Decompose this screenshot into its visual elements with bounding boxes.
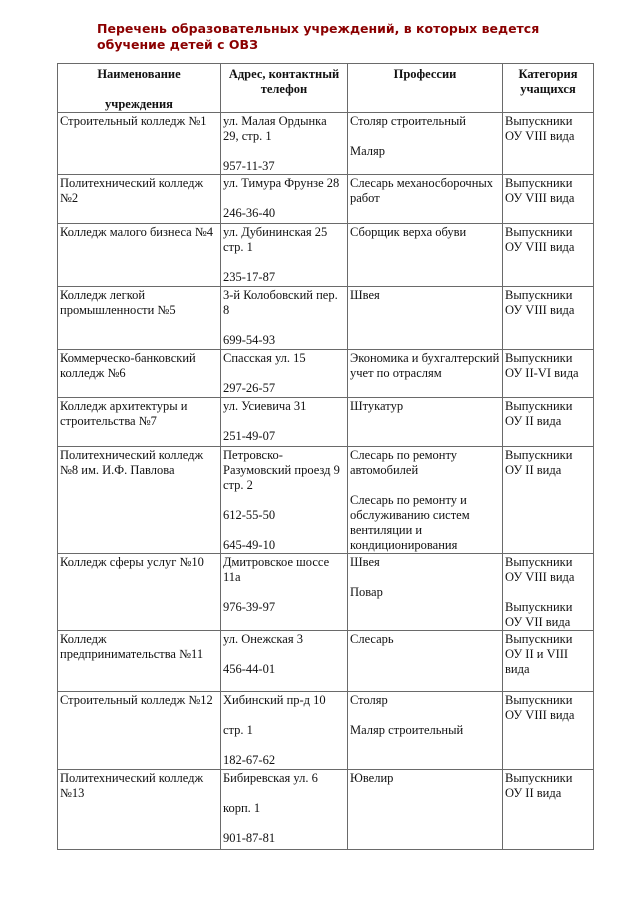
- profession-text: Швея: [350, 288, 380, 302]
- phone-text: 957-11-37: [223, 159, 275, 173]
- cell-professions: [348, 692, 503, 770]
- profession-text: Повар: [350, 585, 383, 599]
- cell-category: Выпускники ОУ VIII вида: [503, 287, 594, 350]
- header-name: [58, 64, 221, 113]
- cell-name: Политехнический колледж №2: [58, 175, 221, 224]
- cell-address: [221, 631, 348, 692]
- cell-category: Выпускники ОУ II и VIII вида: [503, 631, 594, 692]
- phone-text: 297-26-57: [223, 381, 276, 395]
- cell-category: Выпускники ОУ VIII вида: [503, 113, 594, 175]
- profession-text: Сборщик верха обуви: [350, 225, 467, 239]
- table-header-row: [58, 64, 594, 113]
- header-category: Категория учащихся: [503, 64, 594, 113]
- cell-address: [221, 692, 348, 770]
- profession-text: Столяр: [350, 693, 388, 707]
- institutions-table: [57, 63, 594, 850]
- cell-professions: [348, 447, 503, 554]
- profession-text: Маляр строительный: [350, 723, 464, 737]
- cell-name: Колледж предпринимательства №11: [58, 631, 221, 692]
- cell-category: Выпускники ОУ VIII вида: [503, 175, 594, 224]
- cell-category: Выпускники ОУ II вида: [503, 447, 594, 554]
- address-text: ул. Усиевича 31: [223, 399, 307, 413]
- cell-name: Колледж сферы услуг №10: [58, 554, 221, 631]
- profession-text: Маляр: [350, 144, 386, 158]
- table-row: [58, 113, 594, 175]
- address-text: стр. 1: [223, 723, 253, 737]
- table-row: [58, 287, 594, 350]
- address-text: ул. Онежская 3: [223, 632, 303, 646]
- cell-name: Политехнический колледж №13: [58, 770, 221, 850]
- address-text: ул. Дубининская 25 стр. 1: [223, 225, 328, 254]
- category-text: Выпускники ОУ VII вида: [505, 600, 573, 629]
- phone-text: 976-39-97: [223, 600, 276, 614]
- cell-professions: [348, 398, 503, 447]
- profession-text: Экономика и бухгалтерский учет по отраслям: [350, 351, 500, 380]
- phone-text: 251-49-07: [223, 429, 276, 443]
- profession-text: Штукатур: [350, 399, 404, 413]
- cell-professions: [348, 175, 503, 224]
- address-text: Петровско-Разумовский проезд 9 стр. 2: [223, 448, 340, 492]
- header-name-line1: Наименование: [97, 67, 181, 81]
- cell-address: [221, 770, 348, 850]
- profession-text: Слесарь: [350, 632, 394, 646]
- phone-text: 246-36-40: [223, 206, 276, 220]
- profession-text: Слесарь по ремонту автомобилей: [350, 448, 458, 477]
- cell-professions: [348, 350, 503, 398]
- cell-name: Политехнический колледж №8 им. И.Ф. Павлова: [58, 447, 221, 554]
- phone-text: 901-87-81: [223, 831, 276, 845]
- profession-text: Слесарь по ремонту и обслуживанию систем вентиляции и кондиционирования: [350, 493, 470, 552]
- cell-category: Выпускники ОУ II-VI вида: [503, 350, 594, 398]
- cell-name: Строительный колледж №12: [58, 692, 221, 770]
- address-text: 3-й Колобовский пер. 8: [223, 288, 338, 317]
- address-text: ул. Малая Ордынка 29, стр. 1: [223, 114, 327, 143]
- cell-professions: [348, 224, 503, 287]
- profession-text: Ювелир: [350, 771, 394, 785]
- profession-text: Столяр строительный: [350, 114, 466, 128]
- cell-address: [221, 287, 348, 350]
- header-professions: Профессии: [348, 64, 503, 113]
- table-row: [58, 224, 594, 287]
- address-text: Дмитровское шоссе 11а: [223, 555, 330, 584]
- cell-name: Строительный колледж №1: [58, 113, 221, 175]
- header-name-line2: учреждения: [105, 97, 173, 111]
- cell-address: [221, 447, 348, 554]
- address-text: корп. 1: [223, 801, 261, 815]
- cell-category: Выпускники ОУ II вида: [503, 398, 594, 447]
- cell-professions: [348, 770, 503, 850]
- cell-address: [221, 554, 348, 631]
- cell-name: Колледж архитектуры и строительства №7: [58, 398, 221, 447]
- cell-address: [221, 398, 348, 447]
- cell-address: [221, 175, 348, 224]
- phone-text: 182-67-62: [223, 753, 276, 767]
- cell-name: Колледж малого бизнеса №4: [58, 224, 221, 287]
- address-text: Спасская ул. 15: [223, 351, 306, 365]
- address-text: Бибиревская ул. 6: [223, 771, 318, 785]
- phone-text: 645-49-10: [223, 538, 276, 552]
- cell-name: Колледж легкой промышленности №5: [58, 287, 221, 350]
- cell-address: [221, 350, 348, 398]
- table-row: [58, 770, 594, 850]
- cell-address: [221, 113, 348, 175]
- cell-professions: [348, 113, 503, 175]
- table-row: [58, 447, 594, 554]
- header-address: Адрес, контактный телефон: [221, 64, 348, 113]
- phone-text: 699-54-93: [223, 333, 276, 347]
- cell-address: [221, 224, 348, 287]
- address-text: ул. Тимура Фрунзе 28: [223, 176, 340, 190]
- table-row: [58, 692, 594, 770]
- phone-text: 612-55-50: [223, 508, 276, 522]
- cell-category: [503, 554, 594, 631]
- cell-professions: [348, 554, 503, 631]
- address-text: Хибинский пр-д 10: [223, 693, 326, 707]
- phone-text: 235-17-87: [223, 270, 276, 284]
- cell-category: Выпускники ОУ II вида: [503, 770, 594, 850]
- table-row: [58, 350, 594, 398]
- category-text: Выпускники ОУ VIII вида: [505, 555, 575, 584]
- table-row: [58, 398, 594, 447]
- document-title: Перечень образовательных учреждений, в которых ведется обучение детей с ОВЗ: [97, 21, 540, 52]
- phone-text: 456-44-01: [223, 662, 276, 676]
- cell-category: Выпускники ОУ VIII вида: [503, 224, 594, 287]
- table-row: [58, 631, 594, 692]
- profession-text: Швея: [350, 555, 380, 569]
- cell-professions: [348, 631, 503, 692]
- profession-text: Слесарь механосборочных работ: [350, 176, 494, 205]
- cell-name: Коммерческо-банковский колледж №6: [58, 350, 221, 398]
- cell-category: Выпускники ОУ VIII вида: [503, 692, 594, 770]
- cell-professions: [348, 287, 503, 350]
- table-row: [58, 175, 594, 224]
- table-row: [58, 554, 594, 631]
